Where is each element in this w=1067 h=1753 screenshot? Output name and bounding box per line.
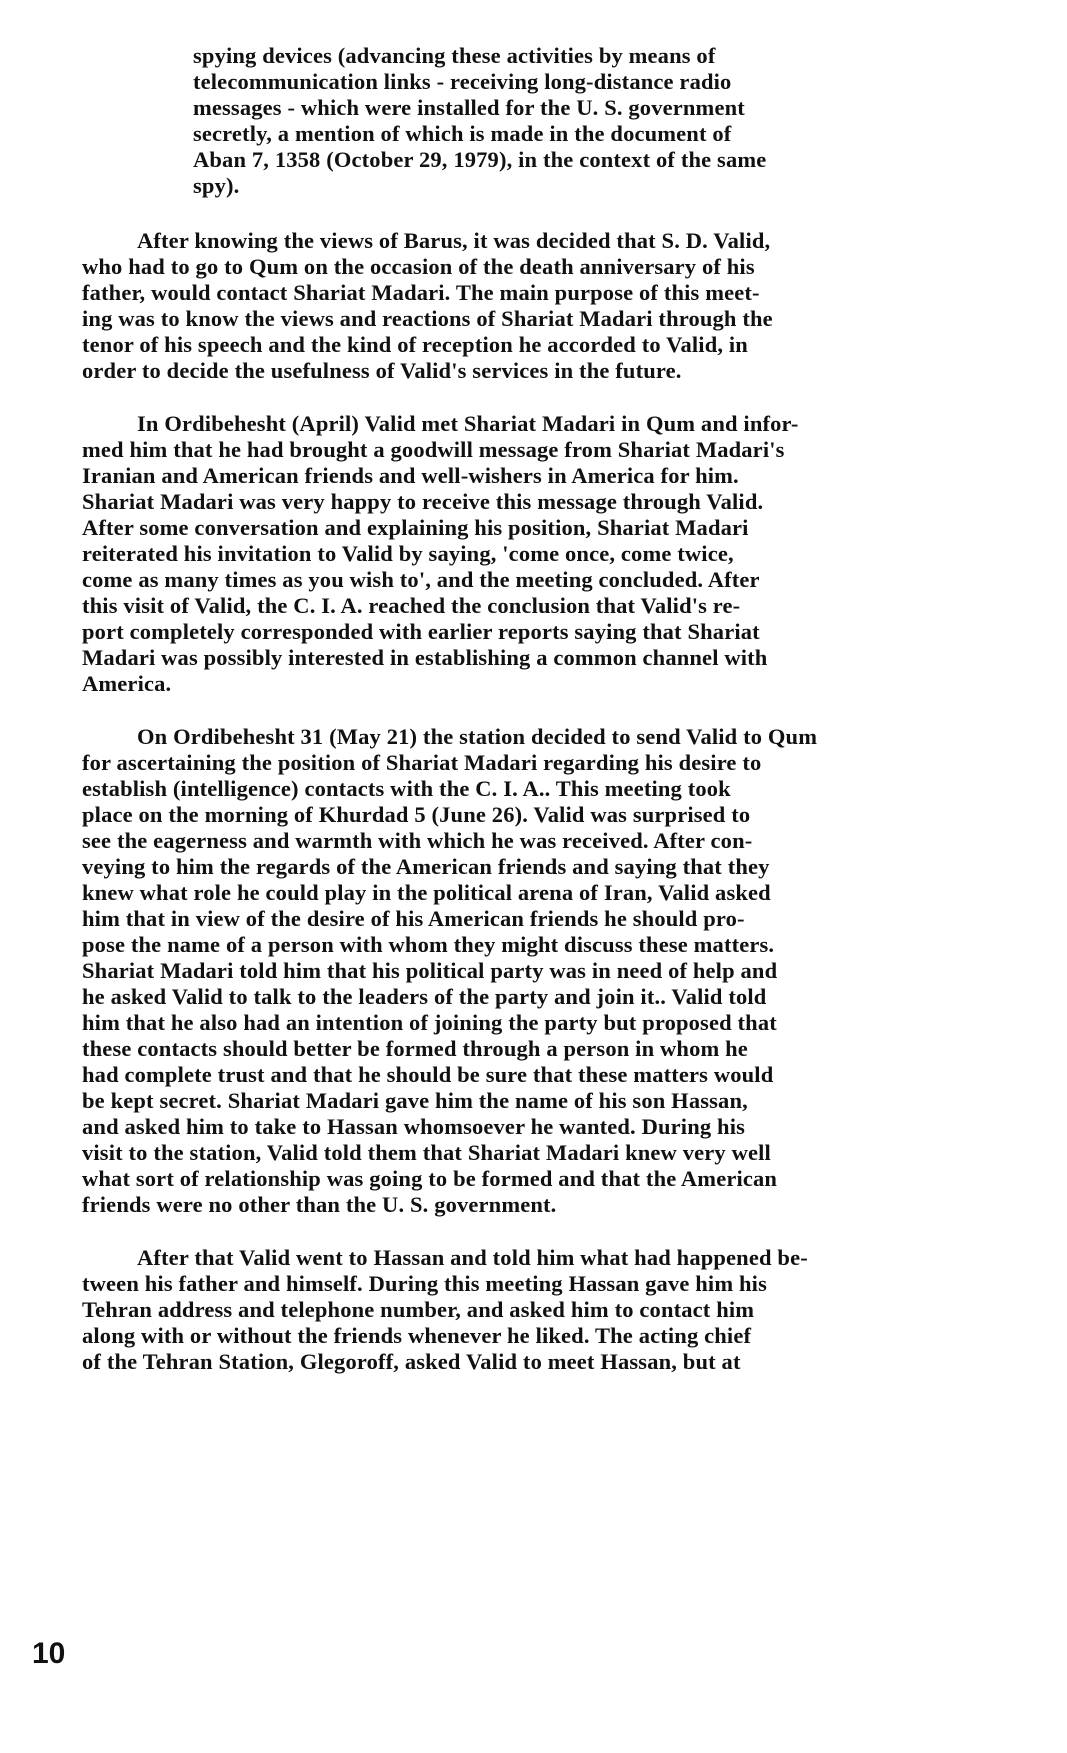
paragraph-line: Shariat Madari was very happy to receive this message through Valid. bbox=[82, 489, 764, 514]
block-quote-line: telecommunication links - receiving long-distance radio bbox=[193, 69, 732, 94]
paragraph-line: and asked him to take to Hassan whomsoever he wanted. During his bbox=[82, 1114, 746, 1139]
paragraph-line: Iranian and American friends and well-wishers in America for him. bbox=[82, 463, 739, 488]
paragraph-line: visit to the station, Valid told them that Shariat Madari knew very well bbox=[82, 1140, 771, 1165]
paragraph-line: pose the name of a person with whom they might discuss these matters. bbox=[82, 932, 775, 957]
block-quote-line: Aban 7, 1358 (October 29, 1979), in the context of the same bbox=[193, 147, 767, 172]
paragraph-line: reiterated his invitation to Valid by saying, 'come once, come twice, bbox=[82, 541, 734, 566]
page-number: 10 bbox=[32, 1637, 66, 1670]
paragraph-line: tween his father and himself. During this meeting Hassan gave him his bbox=[82, 1271, 767, 1296]
paragraph-line: place on the morning of Khurdad 5 (June 26). Valid was surprised to bbox=[82, 802, 751, 827]
paragraph-line: friends were no other than the U. S. government. bbox=[82, 1192, 557, 1217]
paragraph-line: knew what role he could play in the political arena of Iran, Valid asked bbox=[82, 880, 771, 905]
block-quote-line: messages - which were installed for the U. S. government bbox=[193, 95, 745, 120]
paragraph-line: Tehran address and telephone number, and asked him to contact him bbox=[82, 1297, 755, 1322]
paragraph-line: of the Tehran Station, Glegoroff, asked Valid to meet Hassan, but at bbox=[82, 1349, 741, 1374]
block-quote-line: spy). bbox=[193, 173, 240, 198]
paragraph-line: establish (intelligence) contacts with the C. I. A.. This meeting took bbox=[82, 776, 731, 801]
paragraph-line: med him that he had brought a goodwill message from Shariat Madari's bbox=[82, 437, 785, 462]
paragraph-line: port completely corresponded with earlier reports saying that Shariat bbox=[82, 619, 760, 644]
paragraph-line: had complete trust and that he should be sure that these matters would bbox=[82, 1062, 774, 1087]
paragraph-line: America. bbox=[82, 671, 172, 696]
paragraph-line: order to decide the usefulness of Valid's services in the future. bbox=[82, 358, 682, 383]
paragraph-line: what sort of relationship was going to be formed and that the American bbox=[82, 1166, 778, 1191]
block-quote-line: spying devices (advancing these activities by means of bbox=[193, 43, 716, 68]
paragraph-line: him that in view of the desire of his American friends he should pro- bbox=[82, 906, 745, 931]
paragraph-line: veying to him the regards of the American friends and saying that they bbox=[82, 854, 770, 879]
paragraph-line: After knowing the views of Barus, it was decided that S. D. Valid, bbox=[137, 228, 771, 253]
paragraph-line: come as many times as you wish to', and the meeting concluded. After bbox=[82, 567, 760, 592]
paragraph-line: After some conversation and explaining his position, Shariat Madari bbox=[82, 515, 749, 540]
paragraph-line: this visit of Valid, the C. I. A. reached the conclusion that Valid's re- bbox=[82, 593, 741, 618]
paragraph-line: him that he also had an intention of joining the party but proposed that bbox=[82, 1010, 777, 1035]
paragraph-line: In Ordibehesht (April) Valid met Shariat Madari in Qum and infor- bbox=[137, 411, 799, 436]
paragraph-line: ing was to know the views and reactions of Shariat Madari through the bbox=[82, 306, 773, 331]
paragraph-line: he asked Valid to talk to the leaders of the party and join it.. Valid told bbox=[82, 984, 767, 1009]
paragraph-line: who had to go to Qum on the occasion of the death anniversary of his bbox=[82, 254, 755, 279]
block-quote-line: secretly, a mention of which is made in the document of bbox=[193, 121, 732, 146]
paragraph-line: Madari was possibly interested in establishing a common channel with bbox=[82, 645, 768, 670]
paragraph-line: see the eagerness and warmth with which he was received. After con- bbox=[82, 828, 753, 853]
paragraph-line: be kept secret. Shariat Madari gave him the name of his son Hassan, bbox=[82, 1088, 748, 1113]
paragraph-line: Shariat Madari told him that his political party was in need of help and bbox=[82, 958, 778, 983]
paragraph-line: along with or without the friends whenever he liked. The acting chief bbox=[82, 1323, 752, 1348]
paragraph-line: these contacts should better be formed through a person in whom he bbox=[82, 1036, 748, 1061]
paragraph-line: On Ordibehesht 31 (May 21) the station decided to send Valid to Qum bbox=[137, 724, 818, 749]
paragraph-line: tenor of his speech and the kind of reception he accorded to Valid, in bbox=[82, 332, 748, 357]
paragraph-line: father, would contact Shariat Madari. The main purpose of this meet- bbox=[82, 280, 760, 305]
paragraph-line: for ascertaining the position of Shariat Madari regarding his desire to bbox=[82, 750, 762, 775]
paragraph-line: After that Valid went to Hassan and told him what had happened be- bbox=[137, 1245, 808, 1270]
